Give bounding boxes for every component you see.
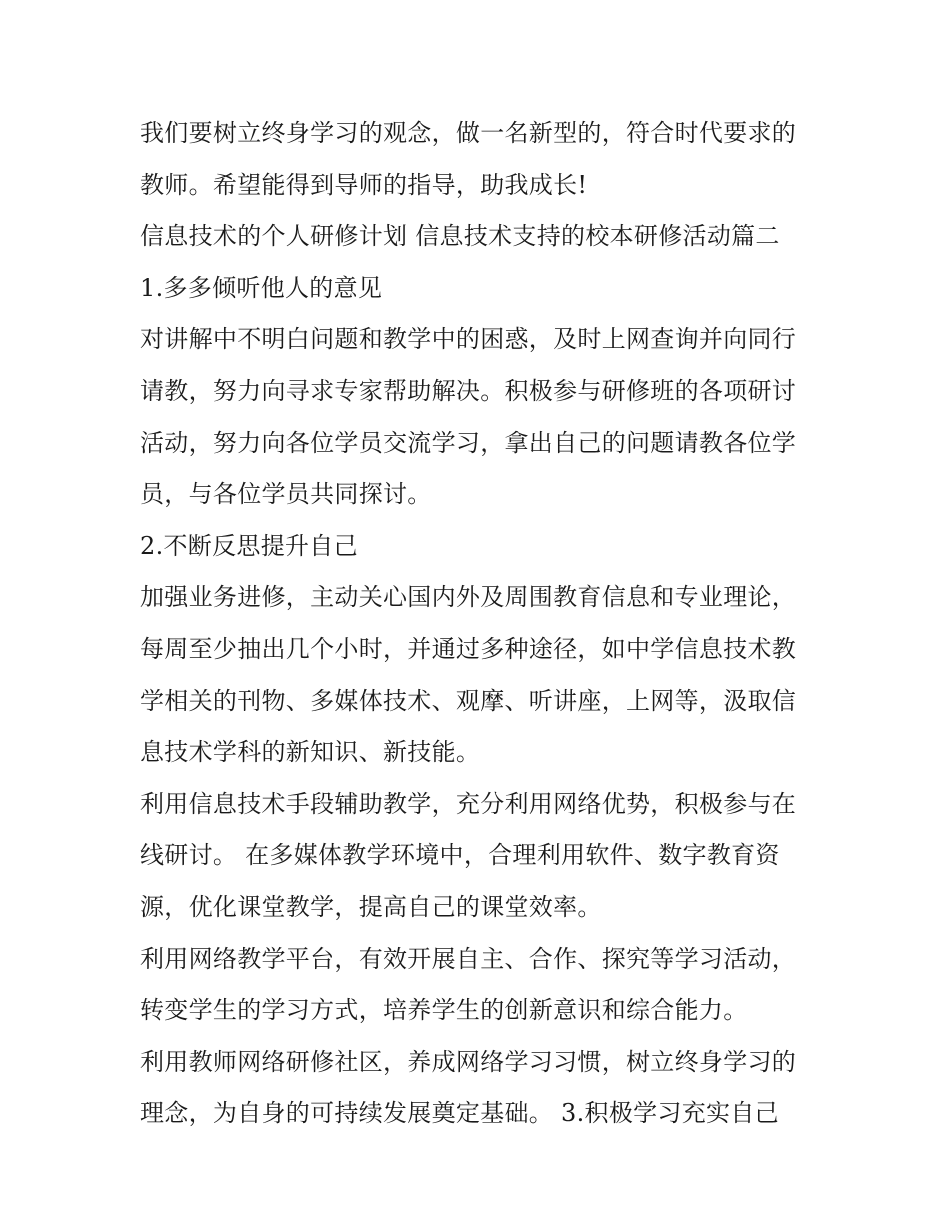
text-line: 教师。希望能得到导师的指导，助我成长! [140,170,588,199]
text-line: 理念，为自身的可持续发展奠定基础。 3.积极学习充实自己 [140,1099,779,1128]
item-heading: 2.不断反思提升自己 [140,531,358,560]
document-page [140,108,820,1140]
text-line: 线研讨。 在多媒体教学环境中，合理利用软件、数字教育资 [140,841,780,870]
text-line: 利用信息技术手段辅助教学，充分利用网络优势，积极参与在 [140,789,797,818]
text-line: 请教，努力向寻求专家帮助解决。积极参与研修班的各项研讨 [140,376,797,405]
text-line: 活动，努力向各位学员交流学习，拿出自己的问题请教各位学 [140,428,797,457]
text-line: 息技术学科的新知识、新技能。 [140,738,481,767]
text-line: 源，优化课堂教学，提高自己的课堂效率。 [140,892,602,921]
text-line: 加强业务进修，主动关心国内外及周围教育信息和专业理论， [140,583,797,612]
text-line: 我们要树立终身学习的观念，做一名新型的，符合时代要求的 [140,119,797,147]
text-line: 利用教师网络研修社区，养成网络学习习惯，树立终身学习的 [140,1047,797,1076]
text-line: 学相关的刊物、多媒体技术、观摩、听讲座，上网等，汲取信 [140,686,797,715]
text-line: 员，与各位学员共同探讨。 [140,480,432,509]
section-heading: 信息技术的个人研修计划 信息技术支持的校本研修活动篇二 [140,222,780,251]
item-heading: 1.多多倾听他人的意见 [140,273,383,302]
text-line: 转变学生的学习方式，培养学生的创新意识和综合能力。 [140,996,748,1025]
text-line: 每周至少抽出几个小时，并通过多种途径，如中学信息技术教 [140,634,797,663]
text-line: 利用网络教学平台，有效开展自主、合作、探究等学习活动， [140,944,797,973]
text-line: 对讲解中不明白问题和教学中的困惑，及时上网查询并向同行 [140,325,797,354]
